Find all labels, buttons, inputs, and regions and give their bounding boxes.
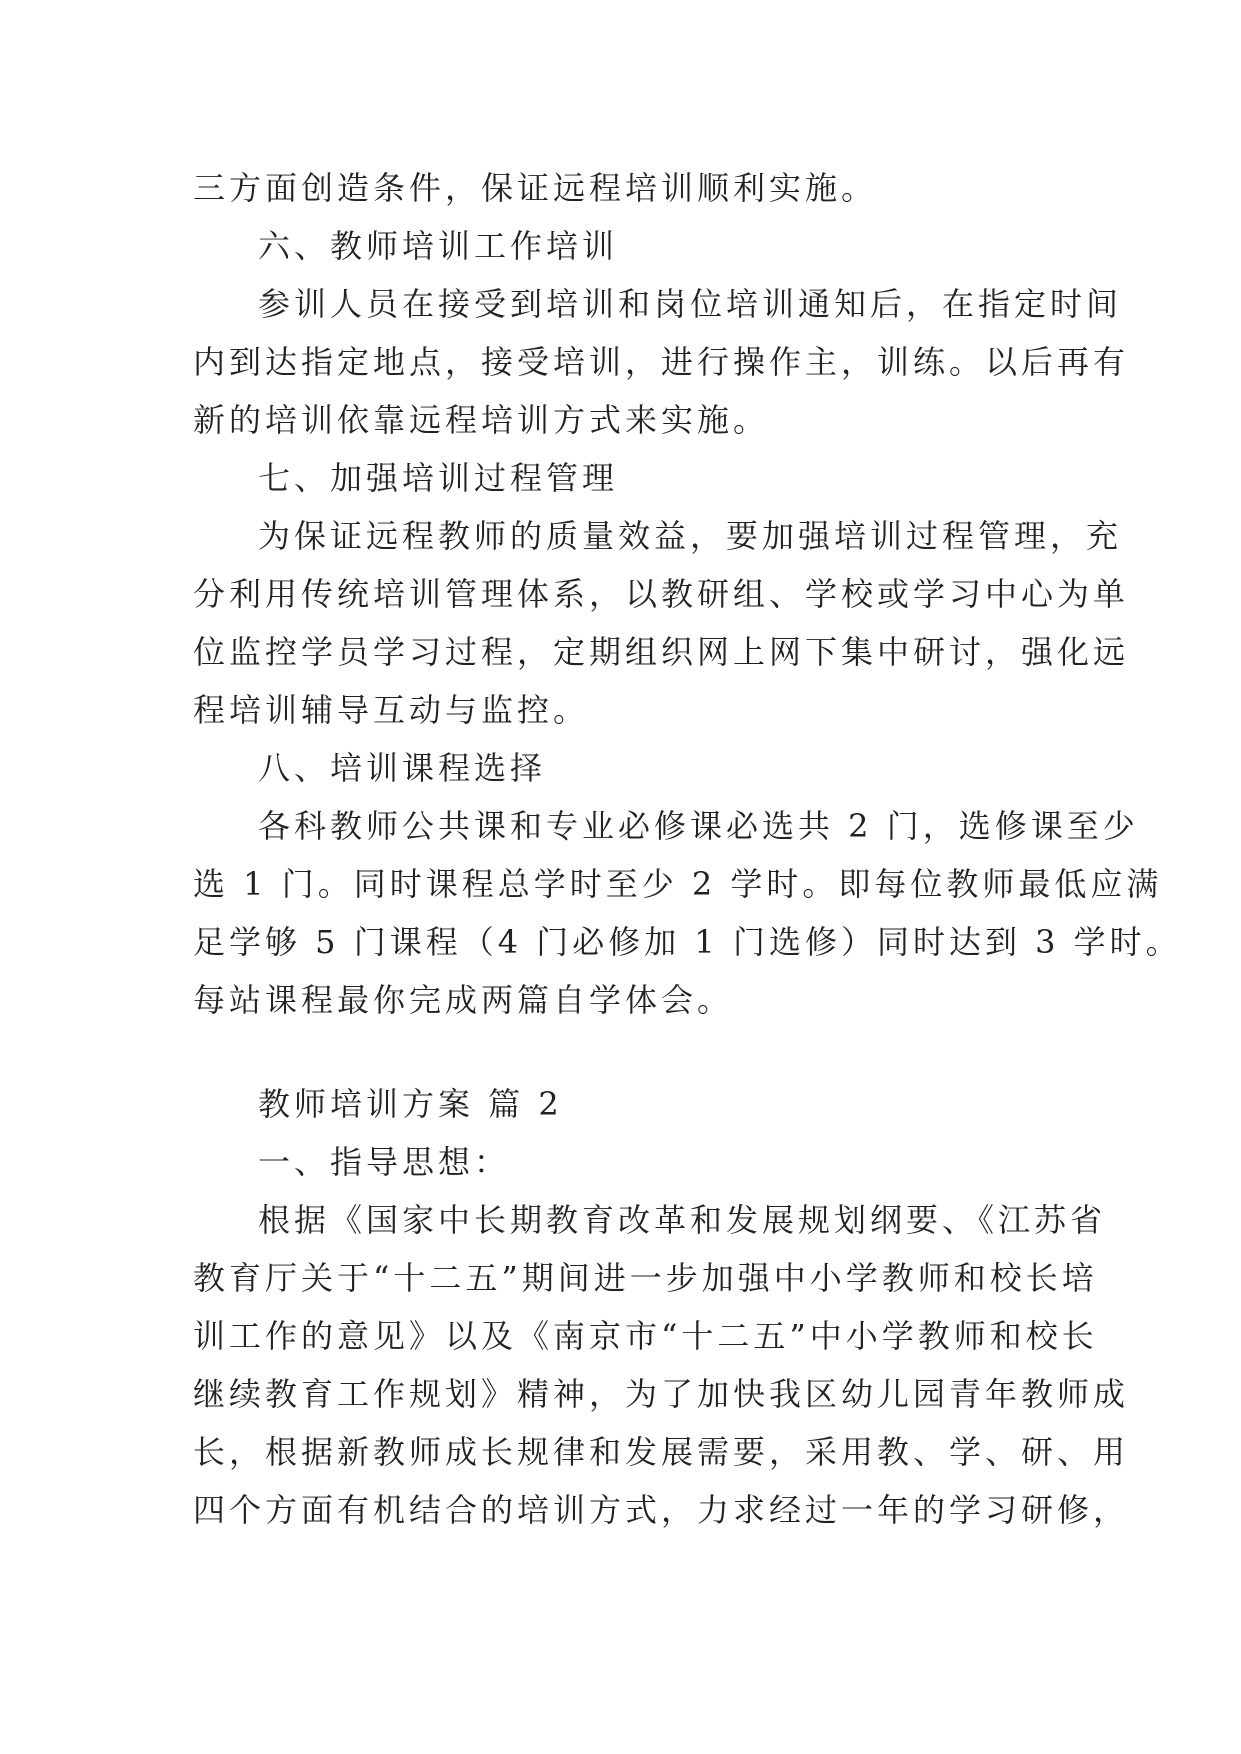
paragraph-line: 三方面创造条件，保证远程培训顺利实施。 xyxy=(193,169,878,207)
paragraph-line: 足学够 5 门课程（4 门必修加 1 门选修）同时达到 3 学时。 xyxy=(193,923,1182,961)
paragraph-line: 继续教育工作规划》精神，为了加快我区幼儿园青年教师成 xyxy=(193,1375,1130,1413)
paragraph-line: 长，根据新教师成长规律和发展需要，采用教、学、研、用 xyxy=(193,1433,1130,1471)
paragraph-line: 各科教师公共课和专业必修课必选共 2 门，选修课至少 xyxy=(258,807,1139,845)
paragraph-line: 为保证远程教师的质量效益，要加强培训过程管理，充 xyxy=(258,517,1123,555)
section-heading: 一、指导思想： xyxy=(258,1143,511,1181)
paragraph-line: 根据《国家中长期教育改革和发展规划纲要、《江苏省 xyxy=(258,1201,1107,1239)
paragraph-line: 参训人员在接受到培训和岗位培训通知后，在指定时间 xyxy=(258,285,1123,323)
paragraph-line: 每站课程最你完成两篇自学体会。 xyxy=(193,981,734,1019)
paragraph-line: 位监控学员学习过程，定期组织网上网下集中研讨，强化远 xyxy=(193,633,1130,671)
paragraph-line: 内到达指定地点，接受培训，进行操作主，训练。以后再有 xyxy=(193,343,1130,381)
section-heading: 八、培训课程选择 xyxy=(258,749,547,787)
paragraph-line: 新的培训依靠远程培训方式来实施。 xyxy=(193,401,770,439)
paragraph-line: 四个方面有机结合的培训方式，力求经过一年的学习研修， xyxy=(193,1491,1130,1529)
paragraph-line: 教育厅关于“十二五”期间进一步加强中小学教师和校长培 xyxy=(193,1259,1098,1297)
paragraph-line: 训工作的意见》以及《南京市“十二五”中小学教师和校长 xyxy=(193,1317,1098,1355)
section-heading: 六、教师培训工作培训 xyxy=(258,227,619,265)
section-heading: 七、加强培训过程管理 xyxy=(258,459,619,497)
paragraph-line: 程培训辅导互动与监控。 xyxy=(193,691,590,729)
document-title: 教师培训方案 篇 2 xyxy=(258,1085,563,1123)
paragraph-line: 分利用传统培训管理体系，以教研组、学校或学习中心为单 xyxy=(193,575,1130,613)
paragraph-line: 选 1 门。同时课程总学时至少 2 学时。即每位教师最低应满 xyxy=(193,865,1163,903)
